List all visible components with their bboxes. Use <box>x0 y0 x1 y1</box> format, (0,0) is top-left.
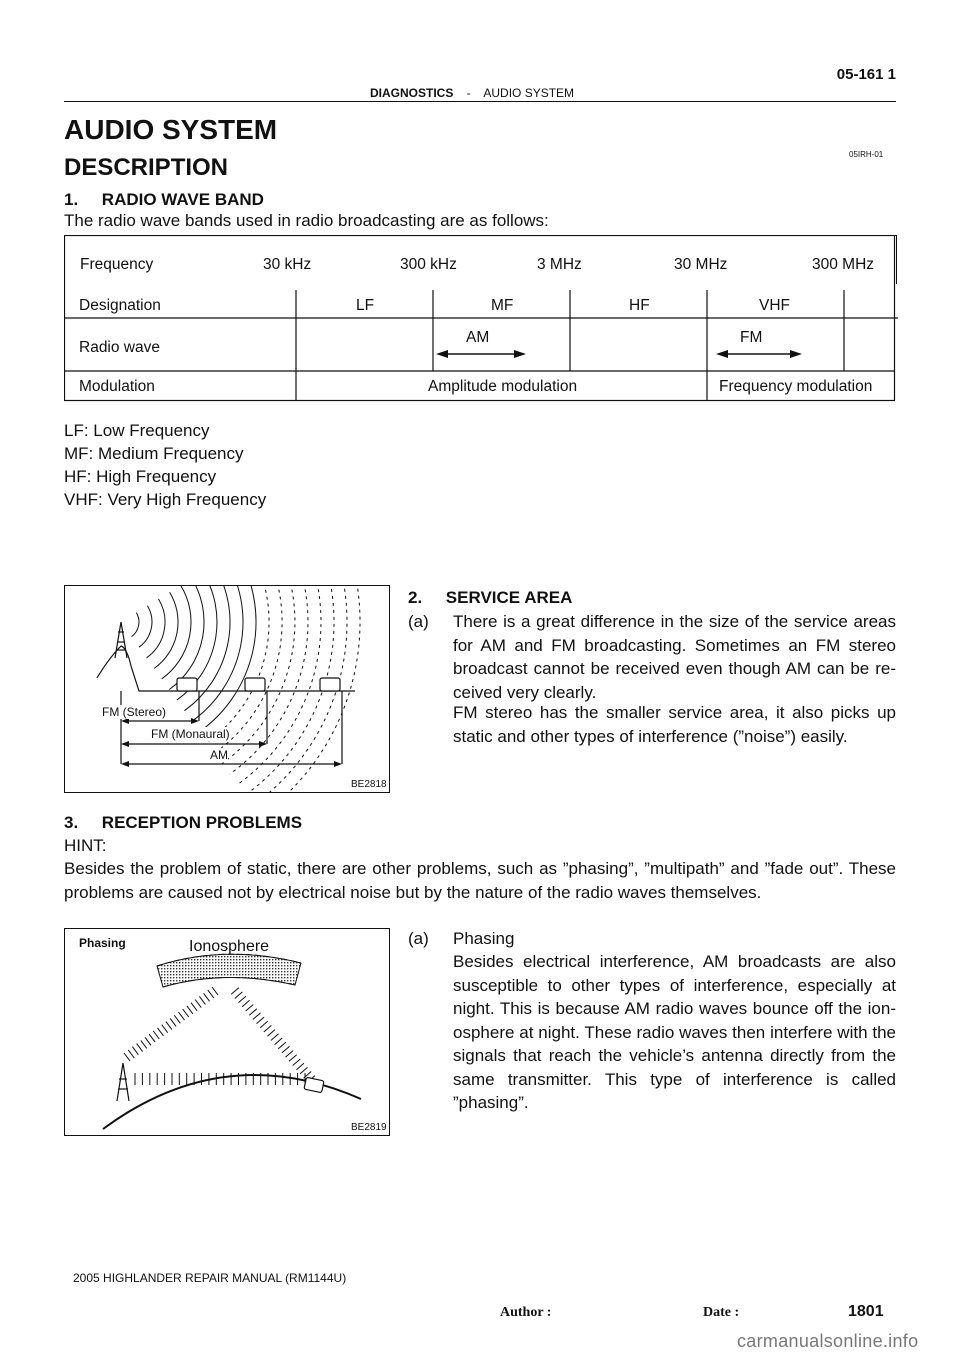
radio-wave-arc <box>260 586 360 792</box>
phasing-wave-mark <box>289 1055 297 1062</box>
header-rule <box>64 101 896 102</box>
amplitude-modulation: Amplitude modulation <box>428 378 578 395</box>
phasing-wave-mark <box>195 1000 201 1008</box>
section-heading: DESCRIPTION <box>64 154 229 181</box>
radio-wave-arc <box>192 586 243 721</box>
phasing-wave-mark <box>296 1063 304 1070</box>
running-header <box>370 86 574 100</box>
phasing-wave-mark <box>271 1034 279 1041</box>
phasing-wave-mark <box>170 1018 176 1026</box>
phasing-wave-mark <box>153 1031 159 1039</box>
sec2-para2: FM stereo has the smaller service area, it also picks up static and other types of interference (”noise”) easily. <box>453 703 896 746</box>
phasing-tag: Phasing <box>79 936 126 950</box>
ionosphere-label: Ionosphere <box>189 938 270 955</box>
footer-author: Author : <box>500 1305 552 1320</box>
phasing-wave-mark <box>128 1050 134 1058</box>
frequency-modulation: Frequency modulation <box>719 378 873 395</box>
phasing-wave-mark <box>231 988 239 995</box>
phasing-wave-mark <box>208 990 214 998</box>
header-subsection: AUDIO SYSTEM <box>483 86 575 100</box>
band-vhf: VHF <box>759 297 790 314</box>
phasing-wave-mark <box>246 1005 254 1012</box>
page-title: AUDIO SYSTEM <box>64 114 278 145</box>
fm-monaural-label: FM (Monaural) <box>151 727 230 741</box>
designation-label: Designation <box>79 297 161 314</box>
radio-wave-arc <box>230 586 308 774</box>
header-section: DIAGNOSTICS <box>370 86 454 100</box>
freq-30khz: 30 kHz <box>263 256 312 273</box>
phasing-wave-mark <box>191 1003 197 1011</box>
freq-300khz: 300 kHz <box>400 256 457 273</box>
modulation-label: Modulation <box>79 378 155 395</box>
legend-mf: MF: Medium Frequency <box>64 444 244 463</box>
phasing-wave-mark <box>158 1028 164 1036</box>
phasing-wave-mark <box>275 1038 283 1045</box>
footer-date: Date : <box>703 1305 740 1320</box>
radio-wave-arc <box>132 613 139 637</box>
sec3-item-para: Besides electrical interference, AM broadcasts are also susceptible to other types of interference, especially at night. This is because AM radio waves bounce off the ion-osphere at night. These radio waves then interfere with the signals that reach the vehicle’s antenna directly from the same transmitter. This type of interference is called ”phasing”. <box>453 952 896 1112</box>
phasing-wave-mark <box>199 996 205 1004</box>
am-range-label: AM <box>210 748 228 762</box>
phasing-wave-mark <box>293 1059 301 1066</box>
hint-label: HINT: <box>64 836 107 855</box>
phasing-wave-mark <box>162 1025 168 1033</box>
legend-vhf: VHF: Very High Frequency <box>64 490 267 509</box>
freq-3mhz: 3 MHz <box>537 256 582 273</box>
phasing-wave-mark <box>132 1047 138 1055</box>
figure-code-be2818: BE2818 <box>351 779 387 790</box>
phasing-wave-mark <box>278 1042 286 1049</box>
fm-label: FM <box>740 329 763 346</box>
sec1-intro: The radio wave bands used in radio broadcasting are as follows: <box>64 211 549 230</box>
phasing-wave-mark <box>145 1037 151 1045</box>
phasing-wave-mark <box>300 1067 308 1074</box>
phasing-illustration <box>65 929 389 1135</box>
service-area-figure <box>64 585 390 793</box>
phasing-wave-mark <box>141 1040 147 1048</box>
phasing-wave-mark <box>183 1009 189 1017</box>
radio-wave-arc <box>184 586 230 711</box>
legend-hf: HF: High Frequency <box>64 467 217 486</box>
watermark: carmanualsonline.info <box>737 1331 919 1351</box>
figure-code-be2819: BE2819 <box>351 1122 387 1133</box>
phasing-wave-mark <box>187 1006 193 1014</box>
footer-manual: 2005 HIGHLANDER REPAIR MANUAL (RM1144U) <box>73 1271 347 1285</box>
phasing-wave-mark <box>267 1030 275 1037</box>
header-separator: - <box>466 86 471 100</box>
page-number: 05-161 1 <box>836 66 896 83</box>
freq-30mhz: 30 MHz <box>674 256 728 273</box>
phasing-wave-mark <box>239 996 247 1003</box>
band-mf: MF <box>491 297 514 314</box>
fm-stereo-label: FM (Stereo) <box>102 705 167 719</box>
legend-lf: LF: Low Frequency <box>64 421 210 440</box>
radio-wave-label: Radio wave <box>79 339 160 356</box>
phasing-wave-mark <box>124 1053 130 1061</box>
phasing-wave-mark <box>174 1015 180 1023</box>
phasing-wave-mark <box>253 1013 261 1020</box>
radio-wave-arc <box>154 592 178 668</box>
phasing-wave-mark <box>212 987 218 995</box>
sec3-para: Besides the problem of static, there are other problems, such as ”phasing”, ”multipath” and ”fade out”. These problems are caused not by electrical noise but by the nature of the radio waves themselves. <box>64 859 896 902</box>
phasing-wave-mark <box>257 1017 265 1024</box>
phasing-wave-mark <box>249 1009 257 1016</box>
phasing-wave-mark <box>166 1022 172 1030</box>
phasing-figure <box>64 928 390 1136</box>
radio-wave-arc <box>162 586 191 679</box>
phasing-wave-mark <box>137 1044 143 1052</box>
phasing-wave-mark <box>260 1021 268 1028</box>
am-label: AM <box>466 329 490 346</box>
phasing-wave-mark <box>235 992 243 999</box>
band-lf: LF <box>356 297 375 314</box>
sec1-heading: 1. RADIO WAVE BAND <box>64 190 264 209</box>
sec2-para1: There is a great difference in the size of the service areas for AM and FM broadcasting. Sometimes an FM stereo broadcast cannot be received even though AM can be re-ceived very clearly. <box>453 612 896 702</box>
radio-wave-arc <box>200 586 257 732</box>
sec3-item-title: Phasing <box>453 929 515 948</box>
band-hf: HF <box>629 297 650 314</box>
sec2-heading: 2. SERVICE AREA <box>408 588 573 607</box>
radio-wave-arc <box>147 599 165 658</box>
frequency-label: Frequency <box>80 256 154 273</box>
phasing-wave-mark <box>286 1051 294 1058</box>
sec3-heading: 3. RECEPTION PROBLEMS <box>64 813 303 832</box>
freq-300mhz: 300 MHz <box>812 256 875 273</box>
footer-page: 1801 <box>848 1303 884 1320</box>
phasing-wave-mark <box>242 1000 250 1007</box>
phasing-wave-mark <box>204 993 210 1001</box>
radio-wave-arc <box>222 586 295 764</box>
sec3-item-label: (a) <box>408 929 429 948</box>
phasing-wave-mark <box>282 1046 290 1053</box>
phasing-wave-mark <box>264 1025 272 1032</box>
phasing-wave-mark <box>179 1012 185 1020</box>
sec2-item-label: (a) <box>408 612 429 631</box>
band-legend <box>64 419 266 511</box>
phasing-wave-mark <box>149 1034 155 1042</box>
radio-wave-arc <box>139 606 152 647</box>
doc-code: 05IRH-01 <box>849 150 884 159</box>
